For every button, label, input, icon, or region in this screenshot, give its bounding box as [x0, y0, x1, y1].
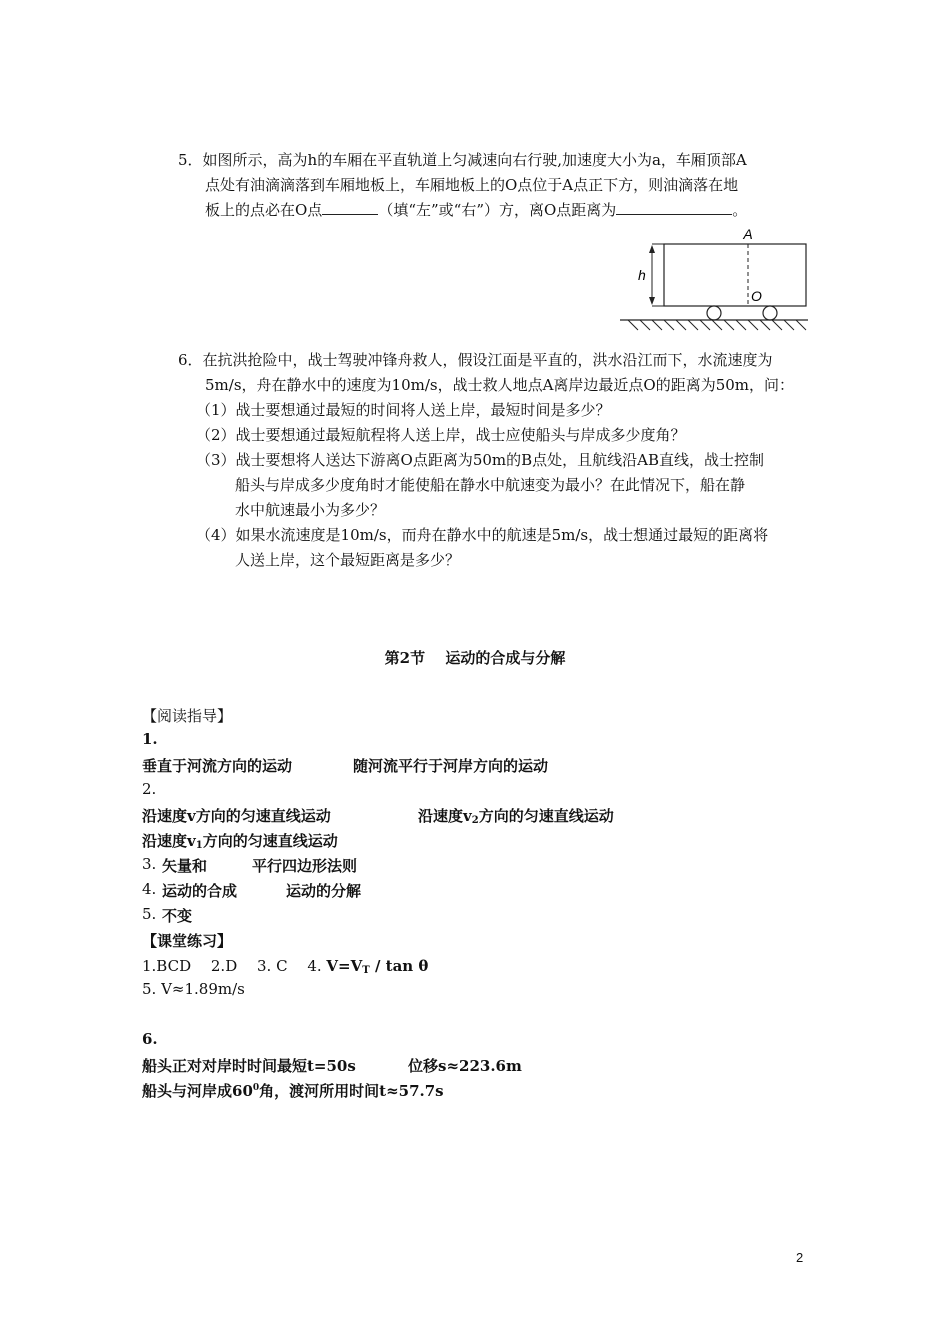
answer-2-text2-suffix: 方向的匀速直线运动 — [478, 807, 614, 825]
answer-2-text2-prefix: 沿速度v — [418, 807, 472, 825]
label-o: O — [751, 288, 762, 304]
q6-part4-line1: （4）如果水流速度是10m/s，而舟在静水中的航速是5m/s，战士想通过最短的距离将 — [196, 526, 769, 544]
h-arrow-up — [649, 245, 655, 253]
answer-2-text2 — [418, 805, 614, 826]
q6-line2: 5m/s，舟在静水中的速度为10m/s，战士救人地点A离岸边最近点O的距离为50m，问： — [205, 376, 795, 394]
answer-5-text: 不变 — [162, 907, 193, 925]
answer-2-text3-prefix: 沿速度v — [142, 832, 196, 850]
wheel-right — [763, 306, 777, 320]
formula-suffix: / tan θ — [369, 957, 429, 975]
label-h: h — [638, 267, 646, 283]
train-car-figure — [618, 224, 814, 332]
answer-1-text2: 随河流平行于河岸方向的运动 — [353, 757, 549, 775]
section-title: 第2节 运动的合成与分解 — [384, 649, 566, 667]
q6-line1: 6．在抗洪抢险中，战士驾驶冲锋舟救人，假设江面是平直的，洪水沿江而下，水流速度为 — [178, 351, 773, 369]
answer-1-text1: 垂直于河流方向的运动 — [142, 757, 293, 775]
answer-4-text2: 运动的分解 — [286, 882, 362, 900]
q5-line3-start: 板上的点必在O点 — [205, 201, 323, 219]
q6-part3-line2: 船头与岸成多少度角时才能使船在静水中航速变为最小？在此情况下，船在静 — [235, 476, 746, 494]
class-answer-6-number: 6. — [142, 1030, 158, 1048]
answer-4-formula — [326, 957, 428, 975]
q5-line2: 点处有油滴滴落到车厢地板上，车厢地板上的O点位于A点正下方，则油滴落在地 — [205, 176, 739, 194]
class-answer-6-line1b: 位移s≈223.6m — [408, 1057, 522, 1075]
q5-line1: 5．如图所示，高为h的车厢在平直轨道上匀减速向右行驶,加速度大小为a，车厢顶部A — [178, 151, 747, 169]
answer-2-number: 2. — [142, 780, 157, 798]
h-arrow-down — [649, 297, 655, 305]
answer-2-text3 — [142, 830, 338, 851]
answer-3-number: 3. — [142, 855, 157, 873]
car-body — [664, 244, 806, 306]
q5-line3-end: 。 — [732, 201, 748, 219]
wheel-left — [707, 306, 721, 320]
q5-line3-mid: （填“左”或“右”）方，离O点距离为 — [378, 201, 617, 219]
answer-2-text3-subscript: 1 — [195, 840, 203, 851]
ground-hatching — [628, 320, 806, 330]
answer-2-text1: 沿速度v方向的匀速直线运动 — [142, 807, 331, 825]
q6-part3-line1: （3）战士要想将人送达下游离O点距离为50m的B点处，且航线沿AB直线，战士控制 — [196, 451, 765, 469]
answer-5-number: 5. — [142, 905, 157, 923]
q5-blank-direction[interactable] — [322, 200, 378, 215]
formula-subscript: T — [362, 965, 370, 976]
class-answer-6-line2-suffix: 角，渡河所用时间t≈57.7s — [259, 1082, 444, 1100]
q6-part3-line3: 水中航速最小为多少？ — [235, 501, 386, 519]
class-answer-6-line2-prefix: 船头与河岸成60 — [142, 1082, 253, 1100]
answer-3-text2: 平行四边形法则 — [252, 857, 358, 875]
formula-prefix: V=V — [326, 957, 363, 975]
q6-part4-line2: 人送上岸，这个最短距离是多少？ — [235, 551, 461, 569]
reading-guide-heading: 【阅读指导】 — [142, 707, 233, 725]
answer-2-text2-subscript: 2 — [471, 815, 479, 826]
answer-2-text3-suffix: 方向的匀速直线运动 — [202, 832, 338, 850]
answer-3-text1: 矢量和 — [162, 857, 208, 875]
answer-1-number: 1. — [142, 730, 158, 748]
degree-superscript: 0 — [252, 1083, 260, 1093]
label-a: A — [743, 226, 753, 242]
page-number: 2 — [796, 1250, 804, 1265]
answer-4-number: 4. — [142, 880, 157, 898]
q6-part1: （1）战士要想通过最短的时间将人送上岸，最短时间是多少？ — [196, 401, 611, 419]
class-answer-6-line1a: 船头正对对岸时时间最短t=50s — [142, 1057, 356, 1075]
class-answer-5: 5. V≈1.89m/s — [142, 980, 245, 998]
class-practice-heading: 【课堂练习】 — [142, 932, 233, 950]
q5-blank-distance[interactable] — [616, 200, 732, 215]
class-answers-1-4-text: 1.BCD 2.D 3. C 4. — [142, 957, 322, 975]
q5-line3 — [205, 198, 747, 223]
class-answer-6-line2 — [142, 1080, 444, 1101]
answer-4-text1: 运动的合成 — [162, 882, 238, 900]
q6-part2: （2）战士要想通过最短航程将人送上岸，战士应使船头与岸成多少度角？ — [196, 426, 686, 444]
class-answers-1-4 — [142, 955, 428, 976]
